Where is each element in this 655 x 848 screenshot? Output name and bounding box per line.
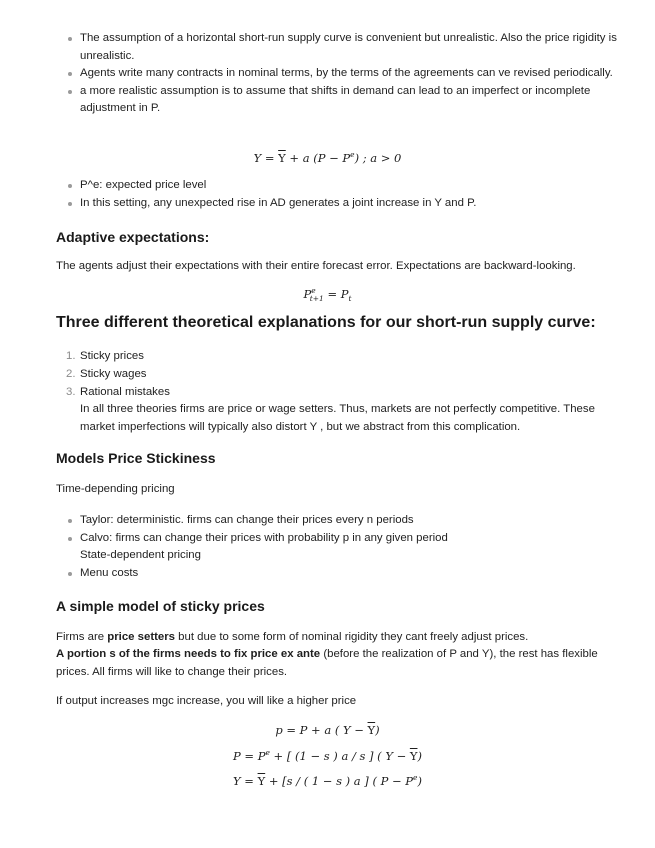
heading-models-price-stickiness: Models Price Stickiness [56,450,216,466]
models-bullet-list [0,512,620,582]
explanations-note: In all three theories firms are price or wage setters. Thus, markets are not perfectly competitive. These market imperfections will typically also distort Y , but we abstract from this complication. [80,403,595,433]
time-depending-text: Time-depending pricing [56,483,175,495]
equation-supply: $Y = \overline{Y} + a$ $(P - P^e)$ ; a > 0 [253,150,402,165]
equation-price-setting: p = P + a ( $Y - \overline{Y}$) [275,723,380,737]
list-item: P^e: expected price level [0,177,620,195]
equation-aggregate-price: $P = P^e$ + [ (1 − s ) a / s ] ( $Y - \overline{Y}$) [233,748,422,763]
intro-bullet-list [0,30,620,118]
equation-output-supply: $Y = \overline{Y} + [s$ / ( 1 − s ) a ] ( $P - P^e$) [233,773,422,788]
heading-three-explanations: Three different theoretical explanations for our short-run supply curve: [56,314,596,331]
paragraph-output-increase: If output increases mgc increase, you will like a higher price [56,695,357,707]
heading-adaptive-expectations: Adaptive expectations: [56,229,210,245]
equation-adaptive: $P^e_{t+1} = P_t$ [303,286,352,304]
state-dependent-text: State-dependent pricing [80,549,201,561]
list-item: 1. Sticky prices [66,350,144,362]
adaptive-text: The agents adjust their expectations with their entire forecast error. Expectations are backward-looking. [56,260,576,272]
list-item: Agents write many contracts in nominal terms, by the terms of the agreements can ve revised periodically. [0,65,620,83]
list-item: The assumption of a horizontal short-run supply curve is convenient but unrealistic. Also the price rigidity is unrealistic. [0,30,620,65]
expectation-bullet-list [0,177,620,212]
paragraph-price-setters: Firms are price setters but due to some form of nominal rigidity they cant freely adjust prices. [56,631,529,643]
list-item: Taylor: deterministic. firms can change their prices every n periods [0,512,620,530]
list-item: 2. Sticky wages [66,368,147,380]
list-item: a more realistic assumption is to assume that shifts in demand can lead to an imperfect or incomplete adjustment in P. [0,83,620,118]
list-item: Calvo: firms can change their prices with probability p in any given period [0,530,620,548]
paragraph-portion-s: A portion s of the firms needs to fix price ex ante (before the realization of P and Y), the rest has flexible prices. All firms will like to change their prices. [56,648,598,678]
heading-simple-model: A simple model of sticky prices [56,598,265,614]
list-item: In this setting, any unexpected rise in AD generates a joint increase in Y and P. [0,195,620,213]
list-item: Menu costs [0,565,620,583]
list-item: 3. Rational mistakes [66,386,170,398]
explanations-list [0,347,620,436]
